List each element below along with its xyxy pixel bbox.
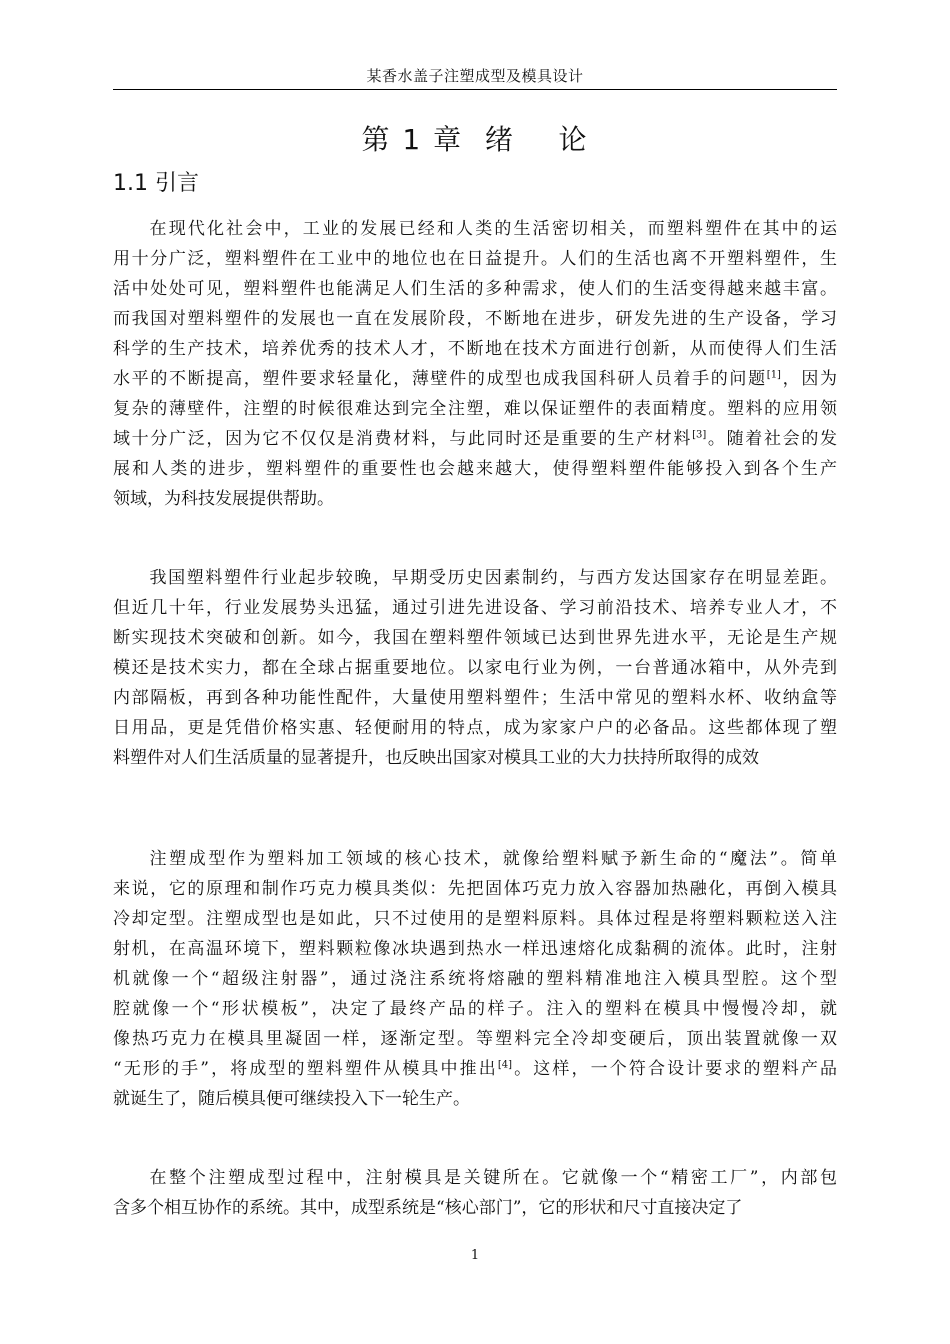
text-line: 我国塑料塑件行业起步较晚，早期受历史因素制约，与西方发达国家存在明显差距。 <box>149 568 837 588</box>
text-line: 领域，为科技发展提供帮助。 <box>113 489 334 509</box>
text-run: 域十分广泛，因为它不仅仅是消费材料，与此同时还是重要的生产材料 <box>113 429 693 449</box>
paragraph-3 <box>113 844 837 1114</box>
text-line: 在现代化社会中，工业的发展已经和人类的生活密切相关，而塑料塑件在其中的运 <box>149 219 837 239</box>
text-line: 注塑成型作为塑料加工领域的核心技术，就像给塑料赋予新生命的“魔法”。简单 <box>149 849 837 869</box>
paragraph-2 <box>113 563 837 773</box>
paragraph-4 <box>113 1163 837 1223</box>
text-line: 像热巧克力在模具里凝固一样，逐渐定型。等塑料完全冷却变硬后，顶出装置就像一双 <box>113 1029 837 1049</box>
text-line: 冷却定型。注塑成型也是如此，只不过使用的是塑料原料。具体过程是将塑料颗粒送入注 <box>113 909 837 929</box>
text-line: 科学的生产技术，培养优秀的技术人才，不断地在技术方面进行创新，从而使得人们生活 <box>113 339 837 359</box>
text-line: 来说，它的原理和制作巧克力模具类似：先把固体巧克力放入容器加热融化，再倒入模具 <box>113 879 837 899</box>
text-line: 机就像一个“超级注射器”，通过浇注系统将熔融的塑料精准地注入模具型腔。这个型 <box>113 969 837 989</box>
text-line <box>113 424 837 454</box>
text-line: 内部隔板，再到各种功能性配件，大量使用塑料塑件；生活中常见的塑料水杯、收纳盒等 <box>113 688 837 708</box>
paragraph-1 <box>113 214 837 514</box>
text-line <box>113 1054 837 1084</box>
text-line <box>113 364 837 394</box>
text-line: 展和人类的进步，塑料塑件的重要性也会越来越大，使得塑料塑件能够投入到各个生产 <box>113 459 837 479</box>
text-line: 腔就像一个“形状模板”，决定了最终产品的样子。注入的塑料在模具中慢慢冷却，就 <box>113 999 837 1019</box>
text-line: 断实现技术突破和创新。如今，我国在塑料塑件领域已达到世界先进水平，无论是生产规 <box>113 628 837 648</box>
page-number: 1 <box>470 1248 480 1263</box>
section-title: 1.1 引言 <box>113 171 199 196</box>
text-line: 射机，在高温环境下，塑料颗粒像冰块遇到热水一样迅速熔化成黏稠的流体。此时，注射 <box>113 939 837 959</box>
text-line: 模还是技术实力，都在全球占据重要地位。以家电行业为例，一台普通冰箱中，从外壳到 <box>113 658 837 678</box>
text-run: 。这样，一个符合设计要求的塑料产品 <box>512 1059 837 1079</box>
citation-ref: [3] <box>692 429 707 441</box>
text-run: 。随着社会的发 <box>706 429 837 449</box>
text-run: 水平的不断提高，塑件要求轻量化，薄壁件的成型也成我国科研人员着手的问题 <box>113 369 767 389</box>
text-line: 但近几十年，行业发展势头迅猛，通过引进先进设备、学习前沿技术、培养专业人才，不 <box>113 598 837 618</box>
text-line: 复杂的薄壁件，注塑的时候很难达到完全注塑，难以保证塑件的表面精度。塑料的应用领 <box>113 399 837 419</box>
running-header: 某香水盖子注塑成型及模具设计 <box>366 67 584 85</box>
text-line: 料塑件对人们生活质量的显著提升，也反映出国家对模具工业的大力扶持所取得的成效 <box>113 748 759 768</box>
citation-ref: [1] <box>766 369 781 381</box>
text-run: ，因为 <box>780 369 837 389</box>
text-run: “无形的手”，将成型的塑料塑件从模具中推出 <box>113 1059 498 1079</box>
text-line: 用十分广泛，塑料塑件在工业中的地位也在日益提升。人们的生活也离不开塑料塑件，生 <box>113 249 837 269</box>
chapter-title: 第 1 章 绪 论 <box>361 123 589 156</box>
text-line: 活中处处可见，塑料塑件也能满足人们生活的多种需求，使人们的生活变得越来越丰富。 <box>113 279 837 299</box>
text-line: 日用品，更是凭借价格实惠、轻便耐用的特点，成为家家户户的必备品。这些都体现了塑 <box>113 718 837 738</box>
text-line: 在整个注塑成型过程中，注射模具是关键所在。它就像一个“精密工厂”，内部包 <box>149 1168 837 1188</box>
text-line: 而我国对塑料塑件的发展也一直在发展阶段，不断地在进步，研发先进的生产设备，学习 <box>113 309 837 329</box>
citation-ref: [4] <box>497 1059 513 1071</box>
text-line: 含多个相互协作的系统。其中，成型系统是“核心部门”，它的形状和尺寸直接决定了 <box>113 1198 743 1218</box>
header-rule <box>113 89 837 90</box>
text-line: 就诞生了，随后模具便可继续投入下一轮生产。 <box>113 1089 470 1109</box>
